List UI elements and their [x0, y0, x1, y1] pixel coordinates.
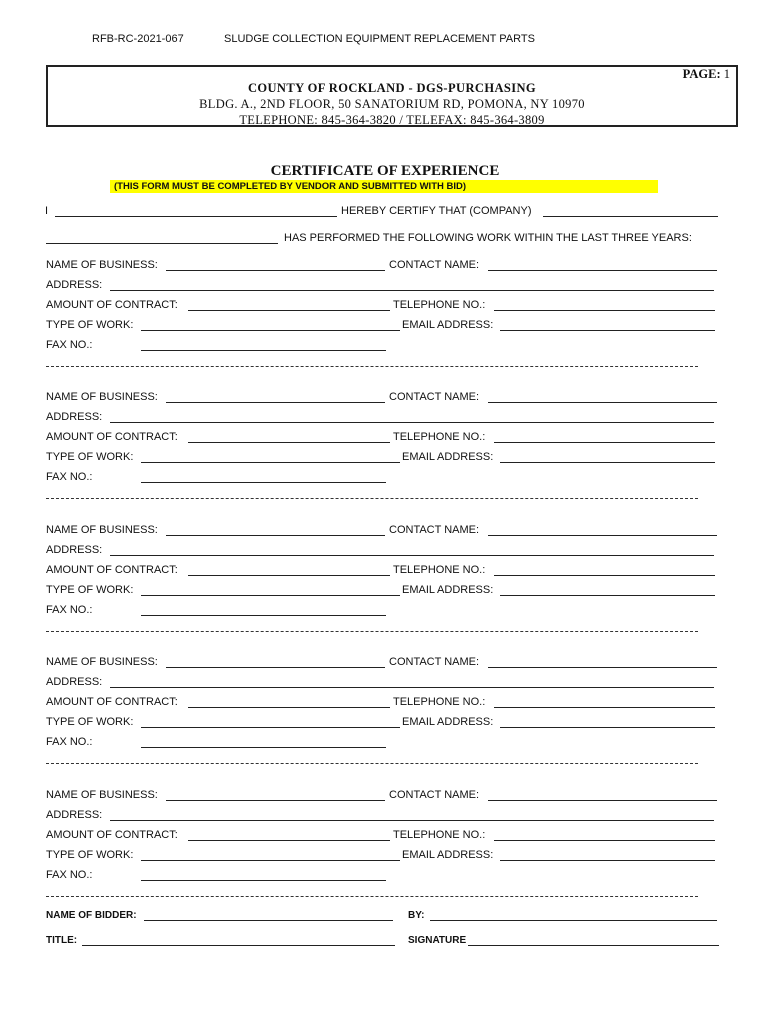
fax-field-5[interactable]	[141, 880, 386, 881]
fax-field-1[interactable]	[141, 350, 386, 351]
entry-divider-3	[46, 631, 698, 632]
contract-amount-field-3[interactable]	[188, 575, 390, 576]
telephone-field-3[interactable]	[494, 575, 715, 576]
type-of-work-label-5: TYPE OF WORK:	[46, 849, 134, 861]
type-of-work-label-2: TYPE OF WORK:	[46, 451, 134, 463]
contact-name-field-4[interactable]	[488, 667, 717, 668]
telephone-no-label-2: TELEPHONE NO.:	[393, 431, 486, 443]
address-label-5: ADDRESS:	[46, 809, 103, 821]
email-address-label-5: EMAIL ADDRESS:	[402, 849, 494, 861]
amount-of-contract-label-3: AMOUNT OF CONTRACT:	[46, 564, 178, 576]
amount-of-contract-label-2: AMOUNT OF CONTRACT:	[46, 431, 178, 443]
address-field-5[interactable]	[110, 820, 714, 821]
entry-divider-4	[46, 763, 698, 764]
page-label: PAGE:	[682, 67, 721, 81]
fax-no-label-2: FAX NO.:	[46, 471, 93, 483]
contact-name-field-5[interactable]	[488, 800, 717, 801]
type-of-work-label-3: TYPE OF WORK:	[46, 584, 134, 596]
certify-prefix: I	[45, 205, 49, 217]
amount-of-contract-label-5: AMOUNT OF CONTRACT:	[46, 829, 178, 841]
entry-divider-1	[46, 366, 698, 367]
type-of-work-label-4: TYPE OF WORK:	[46, 716, 134, 728]
address-field-3[interactable]	[110, 555, 714, 556]
name-of-business-label-2: NAME OF BUSINESS:	[46, 391, 158, 403]
type-of-work-field-4[interactable]	[141, 727, 400, 728]
title-label: TITLE:	[46, 935, 78, 946]
contact-name-field-2[interactable]	[488, 402, 717, 403]
type-of-work-field-2[interactable]	[141, 462, 400, 463]
telephone-field-1[interactable]	[494, 310, 715, 311]
address-label-4: ADDRESS:	[46, 676, 103, 688]
contact-name-field-1[interactable]	[488, 270, 717, 271]
form-title: CERTIFICATE OF EXPERIENCE	[270, 163, 500, 179]
form-note: (THIS FORM MUST BE COMPLETED BY VENDOR AND SUBMITTED WITH BID)	[114, 181, 467, 192]
email-field-3[interactable]	[500, 595, 715, 596]
county-name: COUNTY OF ROCKLAND - DGS-PURCHASING	[247, 81, 537, 95]
by-label: BY:	[408, 910, 425, 921]
telephone-no-label-3: TELEPHONE NO.:	[393, 564, 486, 576]
by-field[interactable]	[430, 920, 717, 921]
telephone-no-label-4: TELEPHONE NO.:	[393, 696, 486, 708]
name-of-business-label-5: NAME OF BUSINESS:	[46, 789, 158, 801]
address-label-2: ADDRESS:	[46, 411, 103, 423]
fax-field-4[interactable]	[141, 747, 386, 748]
signature-field[interactable]	[468, 945, 719, 946]
certifier-name-field[interactable]	[55, 216, 337, 217]
name-of-business-label-4: NAME OF BUSINESS:	[46, 656, 158, 668]
title-field[interactable]	[82, 945, 395, 946]
contract-amount-field-5[interactable]	[188, 840, 390, 841]
telephone-field-5[interactable]	[494, 840, 715, 841]
bidder-name-label: NAME OF BIDDER:	[46, 910, 137, 921]
email-address-label-1: EMAIL ADDRESS:	[402, 319, 494, 331]
address-field-1[interactable]	[110, 290, 714, 291]
email-field-1[interactable]	[500, 330, 715, 331]
county-telephone: TELEPHONE: 845-364-3820 / TELEFAX: 845-364-3809	[239, 113, 545, 127]
contact-name-field-3[interactable]	[488, 535, 717, 536]
county-header-box	[46, 65, 738, 127]
type-of-work-field-3[interactable]	[141, 595, 400, 596]
fax-field-3[interactable]	[141, 615, 386, 616]
contract-amount-field-4[interactable]	[188, 707, 390, 708]
rfb-number: RFB-RC-2021-067	[92, 33, 184, 45]
type-of-work-field-5[interactable]	[141, 860, 400, 861]
fax-no-label-3: FAX NO.:	[46, 604, 93, 616]
business-name-field-3[interactable]	[166, 535, 385, 536]
contact-name-label-3: CONTACT NAME:	[389, 524, 480, 536]
contact-name-label-4: CONTACT NAME:	[389, 656, 480, 668]
telephone-no-label-1: TELEPHONE NO.:	[393, 299, 486, 311]
fax-field-2[interactable]	[141, 482, 386, 483]
contract-amount-field-1[interactable]	[188, 310, 390, 311]
email-address-label-2: EMAIL ADDRESS:	[402, 451, 494, 463]
business-name-field-1[interactable]	[166, 270, 385, 271]
address-label-1: ADDRESS:	[46, 279, 103, 291]
fax-no-label-5: FAX NO.:	[46, 869, 93, 881]
type-of-work-label-1: TYPE OF WORK:	[46, 319, 134, 331]
entry-divider-5	[46, 896, 698, 897]
performed-text: HAS PERFORMED THE FOLLOWING WORK WITHIN THE LAST THREE YEARS:	[284, 232, 692, 244]
telephone-no-label-5: TELEPHONE NO.:	[393, 829, 486, 841]
business-name-field-2[interactable]	[166, 402, 385, 403]
telephone-field-2[interactable]	[494, 442, 715, 443]
certify-text: HEREBY CERTIFY THAT (COMPANY)	[341, 205, 532, 217]
telephone-field-4[interactable]	[494, 707, 715, 708]
address-field-4[interactable]	[110, 687, 714, 688]
email-address-label-4: EMAIL ADDRESS:	[402, 716, 494, 728]
fax-no-label-4: FAX NO.:	[46, 736, 93, 748]
email-address-label-3: EMAIL ADDRESS:	[402, 584, 494, 596]
email-field-4[interactable]	[500, 727, 715, 728]
fax-no-label-1: FAX NO.:	[46, 339, 93, 351]
amount-of-contract-label-4: AMOUNT OF CONTRACT:	[46, 696, 178, 708]
name-of-business-label-3: NAME OF BUSINESS:	[46, 524, 158, 536]
bidder-name-field[interactable]	[144, 920, 393, 921]
type-of-work-field-1[interactable]	[141, 330, 400, 331]
document-title: SLUDGE COLLECTION EQUIPMENT REPLACEMENT PARTS	[224, 33, 535, 45]
business-name-field-5[interactable]	[166, 800, 385, 801]
address-label-3: ADDRESS:	[46, 544, 103, 556]
amount-of-contract-label-1: AMOUNT OF CONTRACT:	[46, 299, 178, 311]
business-name-field-4[interactable]	[166, 667, 385, 668]
name-of-business-label-1: NAME OF BUSINESS:	[46, 259, 158, 271]
county-address: BLDG. A., 2ND FLOOR, 50 SANATORIUM RD, POMONA, NY 10970	[199, 97, 585, 111]
contract-amount-field-2[interactable]	[188, 442, 390, 443]
signature-label: SIGNATURE	[408, 935, 467, 946]
contact-name-label-5: CONTACT NAME:	[389, 789, 480, 801]
email-field-5[interactable]	[500, 860, 715, 861]
email-field-2[interactable]	[500, 462, 715, 463]
contact-name-label-2: CONTACT NAME:	[389, 391, 480, 403]
entry-divider-2	[46, 498, 698, 499]
company-field[interactable]	[543, 216, 718, 217]
page-indicator	[683, 67, 730, 82]
page-number: 1	[723, 67, 730, 81]
contact-name-label-1: CONTACT NAME:	[389, 259, 480, 271]
company-continued-field[interactable]	[46, 243, 278, 244]
address-field-2[interactable]	[110, 422, 714, 423]
